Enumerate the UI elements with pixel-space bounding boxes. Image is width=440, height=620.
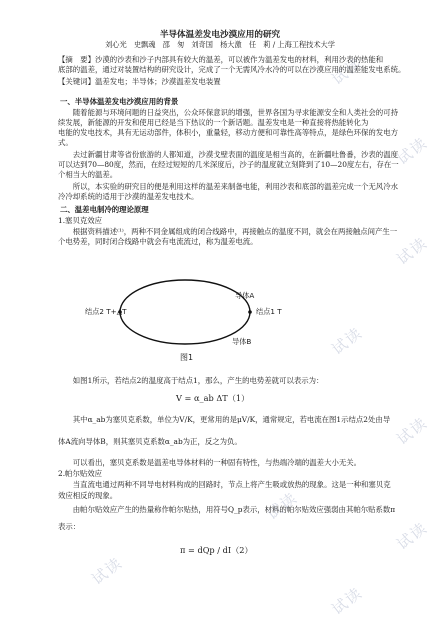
section-heading: 二、温差电制冷的理论原理: [60, 205, 149, 214]
paragraph-line: 根据资料描述⁽¹⁾，两种不同金属组成的闭合线路中，再接触点的温度不同，就会在两接触点间产生一: [58, 227, 398, 236]
watermark: 试读: [88, 553, 127, 589]
figure-caption: 图1: [180, 353, 194, 362]
paragraph-line: 续发展，新能源的开发和使用已经是当下热议的一个新话题。温差发电是一种直接将热能转化为: [58, 118, 369, 127]
paragraph-line: 电能的发电技术，具有无运动部件，体积小，重量轻，移动方便和可靠性高等特点，是绿色环保的发电方: [58, 128, 398, 137]
watermark: 试读: [393, 518, 432, 554]
paragraph-line: 当直流电通过两种不同导电材料构成的回路时，节点上将产生吸或放热的现象。这是一种和塞贝克: [58, 480, 391, 489]
junction-1-label: 结点1 T: [256, 307, 282, 316]
paragraph-line: 式。: [58, 138, 73, 147]
equation-2: π = dQp / dI（2）: [180, 545, 253, 555]
watermark: 试读: [393, 413, 432, 449]
paragraph-line: 随着能源与环境问题的日益突出，公众环保意识的增强，世界各国为寻求能源安全和人类社会的可持: [58, 108, 398, 117]
keywords: 【关键词】温差发电；半导体；沙漠温差发电装置: [58, 77, 221, 86]
watermark: 试读: [263, 488, 302, 524]
subsection-heading: 2.帕尔贴效应: [58, 469, 103, 478]
abstract-line: 【摘 要】沙漠的沙表和沙子内部具有较大的温差，可以被作为温差发电的材料，利用沙表的热能和: [58, 55, 384, 64]
paragraph-line: 去过新疆甘肃等省份旅游的人都知道，沙漠戈壁表面的温度是相当高的，在新疆吐鲁番，沙表的温度: [58, 150, 398, 159]
junction-1: [248, 310, 252, 314]
paragraph-line: 所以，本实验的研究目的便是利用这样的温差来制备电能，利用沙表和底部的温差完成一个无风冷水: [58, 182, 398, 191]
page-title: 半导体温差发电沙漠应用的研究: [159, 30, 281, 40]
watermark: 试读: [393, 133, 432, 169]
conductor-a-label: 导体A: [235, 291, 255, 300]
conductor-b-label: 导体B: [232, 337, 252, 346]
abstract-line: 底部的温差，通过对装置结构的研究设计，完成了一个无需风冷水冷的可以在沙漠应用的温差能发电系统。: [58, 65, 406, 74]
paragraph-line: 表示：: [58, 522, 81, 531]
watermark: 试读: [393, 233, 432, 269]
watermark: 试读: [328, 323, 367, 359]
equation-1: V = α_ab ΔT（1）: [176, 393, 250, 403]
paragraph-line: 体A流向导体B，则其塞贝克系数α_ab为正，反之为负。: [58, 437, 242, 446]
paragraph-line: 其中α_ab为塞贝克系数，单位为V/K，更常用的是μV/K，通常规定，若电流在图1示结点2处由导: [58, 415, 391, 424]
paragraph-line: 由帕尔贴效应产生的热量称作帕尔贴热，用符号Q_p表示，材料的帕尔贴效应强弱由其帕尔贴系数π: [58, 505, 396, 514]
paragraph-line: 冷冷却系统的适用于沙漠的温差发电技术。: [58, 192, 199, 201]
authors: 刘心光 史飘魂 邵 匆 刘奇国 杨大激 任 莉 / 上海工程技术大学: [105, 40, 335, 49]
section-heading: 一、半导体温差发电沙漠应用的背景: [60, 97, 179, 106]
conductor-loop: [120, 280, 250, 344]
paragraph-line: 如图1所示，若结点2的温度高于结点1，那么，产生的电势差就可以表示为：: [58, 376, 324, 385]
paragraph-line: 效应相反的现象。: [58, 491, 118, 500]
junction-2-label: 结点2 T+△T: [85, 307, 127, 316]
subsection-heading: 1.塞贝克效应: [58, 216, 103, 225]
paragraph-line: 可以达到70—80度，然而，在经过短短的几米深度后，沙子的温度就立刻降到了10—20度左右，存在一: [58, 160, 399, 169]
paragraph-line: 个电势差，同时闭合线路中就会有电流流过，称为温差电流。: [58, 237, 258, 246]
paragraph-line: 个相当大的温差。: [58, 170, 118, 179]
watermark: 试读: [328, 53, 367, 89]
paragraph-line: 可以看出，塞贝克系数是温差电导体材料的一种固有特性，与热端冷端的温差大小无关。: [58, 458, 362, 467]
watermark: 试读: [328, 583, 367, 619]
